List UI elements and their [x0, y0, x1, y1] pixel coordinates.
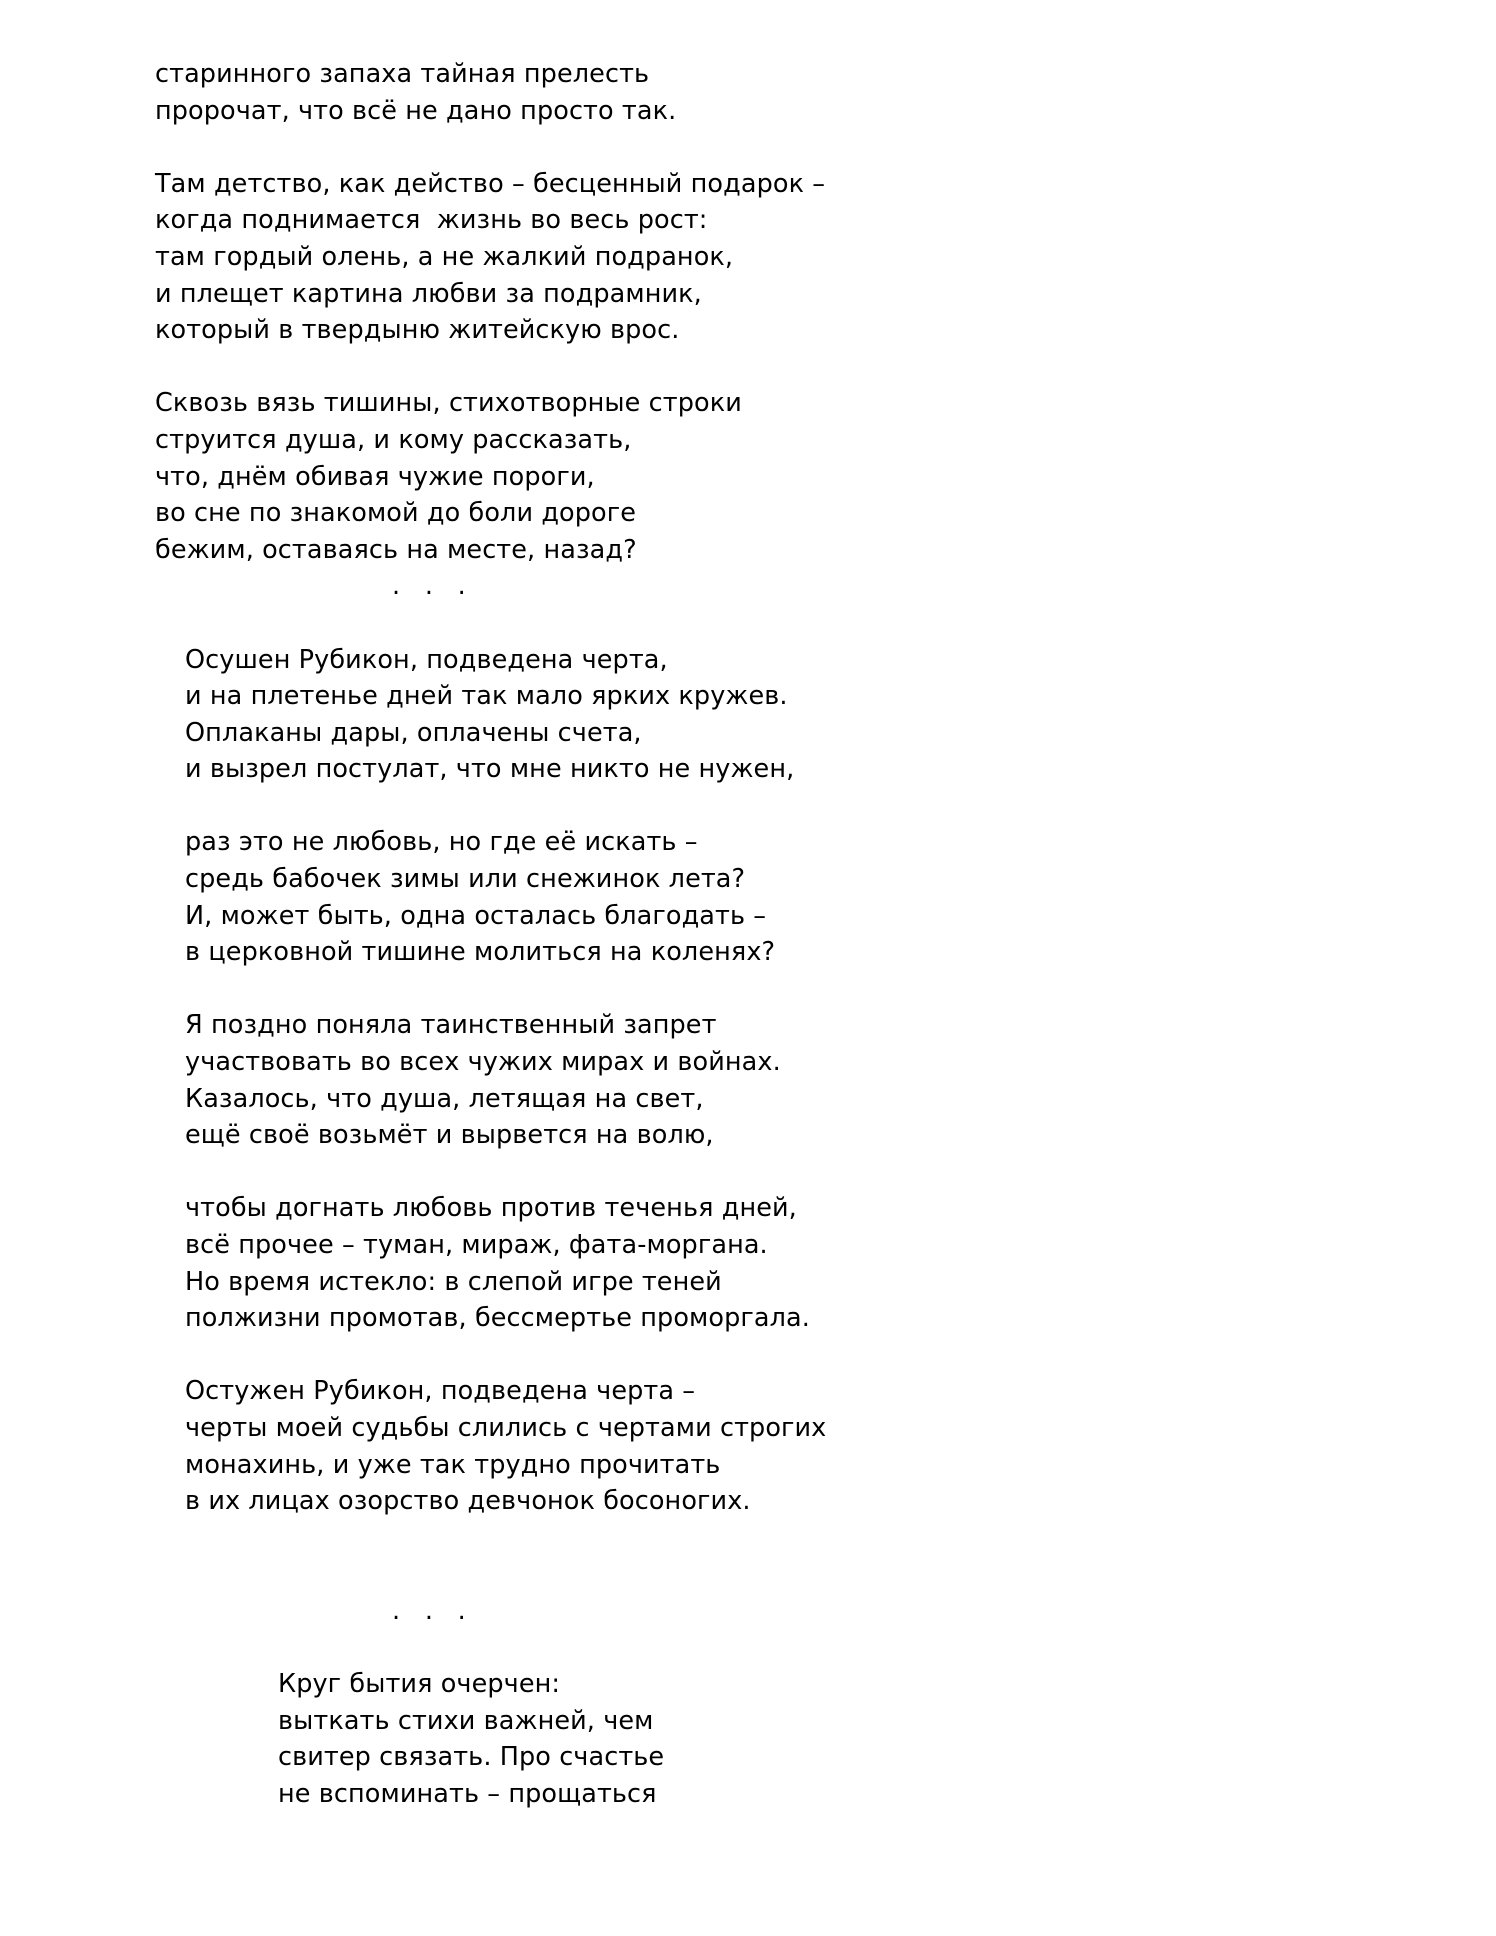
poem-line: Осушен Рубикон, подведена черта,: [185, 644, 668, 675]
poem-body: [0, 56, 1496, 1813]
poem-line: Оплаканы дары, оплачены счета,: [185, 717, 642, 748]
separator-2: [0, 1593, 1496, 1630]
blank-line: [0, 349, 1496, 386]
poem-line: полжизни промотав, бессмертье проморгала.: [185, 1303, 810, 1334]
stanza-8: [0, 1373, 1496, 1519]
blank-line: [0, 1556, 1496, 1593]
poem-line: Круг бытия очерчен:: [278, 1669, 561, 1700]
poem-line: монахинь, и уже так трудно прочитать: [185, 1449, 721, 1480]
poem-line: Но время истекло: в слепой игре теней: [185, 1266, 722, 1297]
poem-line: пророчат, что всё не дано просто так.: [155, 95, 677, 126]
poem-line: Остужен Рубикон, подведена черта –: [185, 1376, 696, 1407]
poem-line: выткать стихи важней, чем: [278, 1705, 654, 1736]
poem-line: бежим, оставаясь на месте, назад?: [155, 534, 637, 565]
poem-line: Казалось, что душа, летящая на свет,: [185, 1083, 704, 1114]
poem-line: во сне по знакомой до боли дороге: [155, 498, 637, 529]
poem-line: средь бабочек зимы или снежинок лета?: [185, 864, 746, 895]
poem-line: И, может быть, одна осталась благодать –: [185, 900, 767, 931]
poem-line: что, днём обивая чужие пороги,: [155, 461, 595, 492]
separator-1: [0, 568, 1496, 605]
blank-line: [0, 1630, 1496, 1667]
stanza-7: [0, 1190, 1496, 1336]
blank-line: [0, 1520, 1496, 1557]
blank-line: [0, 971, 1496, 1008]
stanza-1: [0, 56, 1496, 129]
poem-line: старинного запаха тайная прелесть: [155, 59, 650, 89]
poem-line: Там детство, как действо – бесценный подарок –: [155, 168, 826, 199]
poem-line: когда поднимается жизнь во весь рост:: [155, 205, 708, 236]
stanza-6: [0, 1007, 1496, 1153]
poem-line: и вызрел постулат, что мне никто не нужен,: [185, 754, 795, 785]
poem-line: раз это не любовь, но где её искать –: [185, 827, 698, 858]
poem-line: чтобы догнать любовь против теченья дней,: [185, 1193, 797, 1224]
stanza-4: [0, 642, 1496, 788]
poem-line: Сквозь вязь тишины, стихотворные строки: [155, 388, 742, 419]
poem-line: в церковной тишине молиться на коленях?: [185, 937, 776, 968]
stanza-9: [0, 1666, 1496, 1812]
poem-line: там гордый олень, а не жалкий подранок,: [155, 241, 734, 272]
blank-line: [0, 788, 1496, 825]
poem-line: ещё своё возьмёт и вырвется на волю,: [185, 1120, 714, 1151]
blank-line: [0, 605, 1496, 642]
poem-line: участвовать во всех чужих мирах и войнах.: [185, 1047, 781, 1078]
separator-dots: . . .: [392, 1595, 466, 1626]
poem-line: всё прочее – туман, мираж, фата-моргана.: [185, 1230, 768, 1260]
poem-line: и на плетенье дней так мало ярких кружев.: [185, 681, 788, 712]
stanza-3: [0, 385, 1496, 568]
poem-line: струится душа, и кому рассказать,: [155, 424, 632, 455]
stanza-5: [0, 824, 1496, 970]
blank-line: [0, 129, 1496, 166]
poem-line: который в твердыню житейскую врос.: [155, 315, 680, 346]
separator-dots: . . .: [392, 571, 466, 602]
poem-line: в их лицах озорство девчонок босоногих.: [185, 1486, 751, 1517]
blank-line: [0, 1154, 1496, 1191]
poem-line: и плещет картина любви за подрамник,: [155, 278, 702, 309]
stanza-2: [0, 166, 1496, 349]
poem-line: свитер связать. Про счастье: [278, 1742, 665, 1773]
poem-line: Я поздно поняла таинственный запрет: [185, 1010, 717, 1041]
poem-line: черты моей судьбы слились с чертами строгих: [185, 1412, 827, 1443]
poem-line: не вспоминать – прощаться: [278, 1778, 657, 1809]
blank-line: [0, 1337, 1496, 1374]
